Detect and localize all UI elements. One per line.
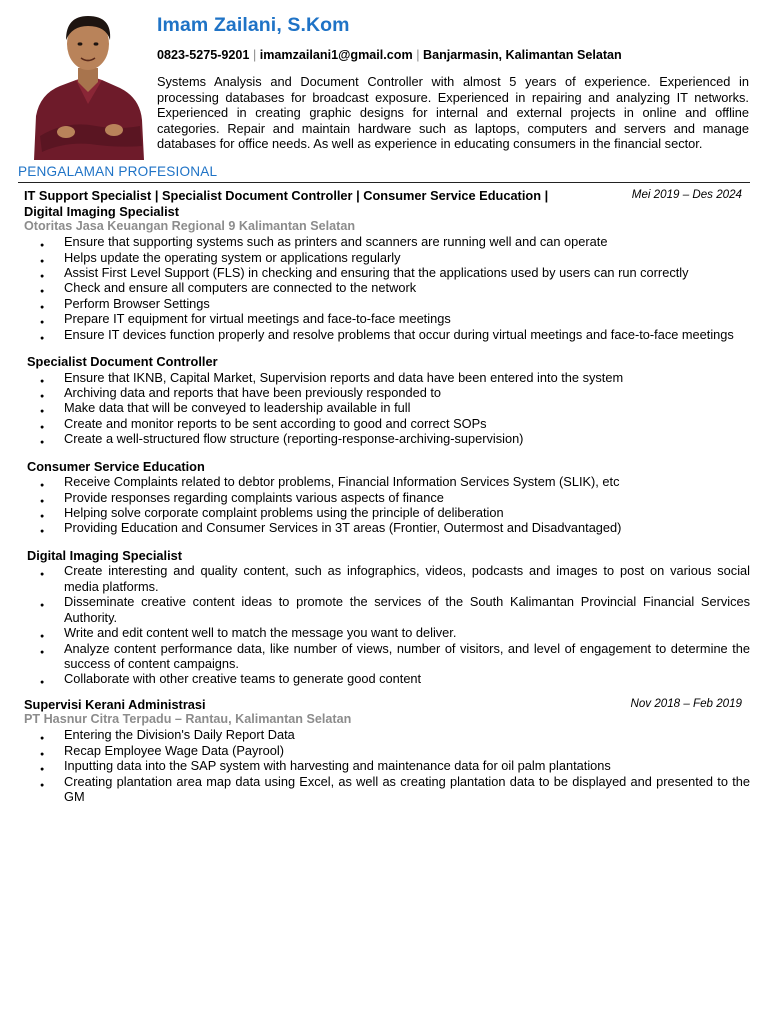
bullet-item [24,743,750,758]
bullet-text: Archiving data and reports that have been previously responded to [64,385,442,401]
bullet-dot-icon: ● [40,319,45,327]
bullet-text: Receive Complaints related to debtor problems, Financial Information Services System (SLIK), etc [64,474,620,490]
bullet-item [24,758,750,773]
bullet-list [24,563,750,686]
bullet-dot-icon: ● [40,602,45,610]
bullet-dot-icon: ● [40,571,45,579]
bullet-dot-icon: ● [40,257,45,265]
bullet-text: Make data that will be conveyed to leadership available in full [64,400,411,416]
profile-photo [26,8,150,160]
bullet-dot-icon: ● [40,303,45,311]
bullet-text: Collaborate with other creative teams to generate good content [64,671,422,687]
bullet-dot-icon: ● [40,633,45,641]
bullet-item [24,490,750,505]
bullet-item [24,474,750,489]
job-title: Supervisi Kerani Administrasi [24,696,206,712]
job-date-range: Nov 2018 – Feb 2019 [630,696,742,710]
bullet-item [24,727,750,742]
bullet-item [24,296,750,311]
job-company: Otoritas Jasa Keuangan Regional 9 Kalimantan Selatan [24,219,356,234]
bullet-dot-icon: ● [40,513,45,521]
bullet-text: Create and monitor reports to be sent according to good and correct SOPs [64,415,487,431]
bullet-item [24,370,750,385]
bullet-text: Provide responses regarding complaints various aspects of finance [64,489,444,505]
bullet-list [24,234,750,342]
bullet-text: Helps update the operating system or applications regularly [64,249,401,265]
bullet-dot-icon: ● [40,334,45,342]
bullet-text: Perform Browser Settings [64,295,210,311]
bullet-dot-icon: ● [40,679,45,687]
bullet-item [24,520,750,535]
bullet-dot-icon: ● [40,408,45,416]
job-entry [24,697,750,805]
bullet-dot-icon: ● [40,528,45,536]
bullet-text: Providing Education and Consumer Services in 3T areas (Frontier, Outermost and Disadvantaged) [64,520,622,536]
bullet-item [24,671,750,686]
bullet-dot-icon: ● [40,750,45,758]
bullet-text: Write and edit content well to match the message you want to deliver. [64,625,457,641]
bullet-dot-icon: ● [40,242,45,250]
bullet-text: Prepare IT equipment for virtual meetings and face-to-face meetings [64,311,451,327]
bullet-list [24,727,750,804]
bullet-item [24,563,750,594]
role-subtitle: Consumer Service Education [27,458,205,474]
bullet-text: Analyze content performance data, like number of views, number of visitors, and level of engagement to determine the success of content campaigns. [64,640,750,671]
bullet-text: Creating plantation area map data using Excel, as well as creating plantation data to be displayed and presented to the GM [64,773,750,804]
bullet-dot-icon: ● [40,735,45,743]
email-address[interactable]: imamzailani1@gmail.com [259,48,413,62]
job-date-range: Mei 2019 – Des 2024 [631,188,742,201]
bullet-text: Recap Employee Wage Data (Payrool) [64,742,285,758]
role-subtitle: Digital Imaging Specialist [27,547,183,563]
bullet-item [24,774,750,805]
phone-number: 0823-5275-9201 [157,48,250,62]
bullet-list [24,474,750,536]
job-company: PT Hasnur Citra Terpadu – Rantau, Kalimantan Selatan [24,712,352,727]
bullet-text: Create a well-structured flow structure (reporting-response-archiving-supervision) [64,431,524,447]
job-entry [24,188,750,687]
bullet-item [24,280,750,295]
job-title: IT Support Specialist | Specialist Document Controller | Consumer Service Education | Digital Imaging Specialist [24,188,549,219]
bullet-item [24,311,750,326]
contact-line [157,48,622,62]
bullet-text: Inputting data into the SAP system with harvesting and maintenance data for oil palm plantations [64,758,611,774]
bullet-item [24,625,750,640]
bullet-dot-icon: ● [40,439,45,447]
bullet-item [24,250,750,265]
bullet-dot-icon: ● [40,482,45,490]
bullet-dot-icon: ● [40,393,45,401]
group-spacer [24,342,750,354]
bullet-text: Disseminate creative content ideas to promote the services of the South Kalimantan Provincial Financial Services Authority. [64,594,750,625]
bullet-dot-icon: ● [40,288,45,296]
bullet-dot-icon: ● [40,273,45,280]
contact-separator: | [252,48,257,62]
bullet-text: Assist First Level Support (FLS) in checking and ensuring that the applications used by users can run correctly [64,265,689,280]
bullet-text: Helping solve corporate complaint problems using the principle of deliberation [64,505,504,521]
bullet-item [24,505,750,520]
bullet-text: Create interesting and quality content, such as infographics, videos, podcasts and images to post on various social media platforms. [64,563,750,594]
profile-summary: Systems Analysis and Document Controller with almost 5 years of experience. Experienced in processing databases for broadcast exposure. Experienced in repairing and analyzing IT networks. Experienced in creating graphic designs for internal and external projects in online and offline categories. Repair and maintain hardware such as laptops, computers and servers and manage databases for office needs. As well as experience in educating consumers in the financial sector. [157,74,749,152]
section-divider [18,182,750,183]
bullet-text: Ensure that IKNB, Capital Market, Supervision reports and data have been entered into the system [64,369,624,385]
bullet-dot-icon: ● [40,497,45,505]
group-spacer [24,447,750,459]
contact-separator: | [416,48,420,62]
experience-list [24,188,750,816]
candidate-name: Imam Zailani, S.Kom [157,14,350,36]
bullet-dot-icon: ● [40,648,45,656]
bullet-item [24,431,750,446]
bullet-text: Ensure that supporting systems such as printers and scanners are running well and can operate [64,234,608,250]
role-subtitle: Specialist Document Controller [27,354,218,370]
bullet-text: Ensure IT devices function properly and resolve problems that occur during virtual meetings and face-to-face meetings [64,326,734,342]
group-spacer [24,536,750,548]
bullet-item [24,594,750,625]
bullet-item [24,234,750,249]
section-title-professional-experience: PENGALAMAN PROFESIONAL [18,164,218,179]
bullet-item [24,385,750,400]
bullet-item [24,327,750,342]
bullet-item [24,400,750,415]
bullet-text: Check and ensure all computers are connected to the network [64,280,417,296]
bullet-item [24,641,750,672]
bullet-dot-icon: ● [40,423,45,431]
bullet-list [24,370,750,447]
bullet-item [24,265,750,280]
bullet-dot-icon: ● [40,766,45,774]
location: Banjarmasin, Kalimantan Selatan [422,48,622,62]
bullet-dot-icon: ● [40,781,45,789]
bullet-text: Entering the Division's Daily Report Data [64,727,295,743]
bullet-item [24,416,750,431]
bullet-dot-icon: ● [40,377,45,385]
